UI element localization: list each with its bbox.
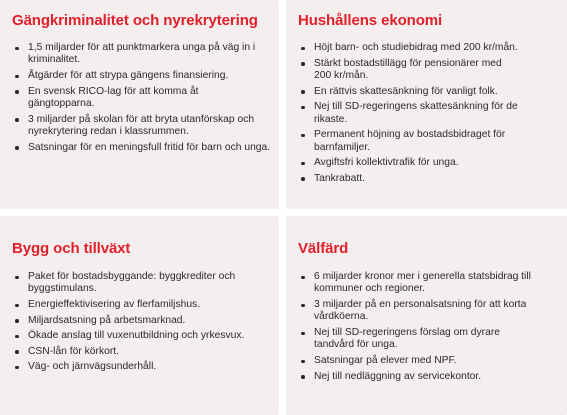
list-item: Tankrabatt. [300, 173, 559, 185]
list-item: Energieffektivisering av flerfamiljshus. [14, 299, 271, 311]
section-card-valfard [286, 216, 567, 415]
list-item: Paket för bostadsbyggande: byggkrediter och byggstimulans. [14, 271, 278, 296]
list-item: En svensk RICO-lag för att komma åt gängtopparna. [14, 86, 228, 111]
list-item: Nej till SD-regeringens förslag om dyrare tandvård för unga. [300, 327, 539, 352]
list-item: Åtgärder för att strypa gängens finansiering. [14, 70, 271, 82]
list-item: En rättvis skattesänkning för vanligt folk. [300, 86, 559, 98]
list-item: Ökade anslag till vuxenutbildning och yrkesvux. [14, 330, 271, 342]
bullet-list [14, 42, 271, 157]
list-item: CSN-lån för körkort. [14, 346, 271, 358]
list-item: 3 miljarder på en personalsatsning för att korta vårdköerna. [300, 299, 559, 324]
list-item: Avgiftsfri kollektivtrafik för unga. [300, 157, 559, 169]
list-item: Väg- och järnvägsunderhåll. [14, 361, 271, 373]
list-item: Nej till SD-regeringens skattesänkning för de rikaste. [300, 101, 534, 126]
list-item: 3 miljarder på skolan för att bryta utanförskap och nyrekrytering redan i klassrummen. [14, 114, 278, 139]
list-item: Permanent höjning av bostadsbidraget för barnfamiljer. [300, 129, 549, 154]
list-item: Höjt barn- och studiebidrag med 200 kr/mån. [300, 42, 559, 54]
bullet-list [300, 271, 559, 386]
list-item: Nej till nedläggning av servicekontor. [300, 371, 559, 383]
list-item: Satsningar på elever med NPF. [300, 355, 559, 367]
section-title: Välfärd [298, 240, 349, 257]
list-item: Miljardsatsning på arbetsmarknad. [14, 315, 271, 327]
list-item: Stärkt bostadstillägg för pensionärer med 200 kr/mån. [300, 58, 514, 83]
section-title: Bygg och tillväxt [12, 240, 131, 257]
section-card-bygg-och-tillvaxt [0, 216, 279, 415]
section-title: Gängkriminalitet och nyrekrytering [12, 12, 258, 29]
bullet-list [300, 42, 559, 188]
section-card-hushallens-ekonomi [286, 0, 567, 209]
bullet-list [14, 271, 271, 377]
list-item: 1,5 miljarder för att punktmarkera unga på väg in i kriminalitet. [14, 42, 273, 67]
section-card-gangkriminalitet [0, 0, 279, 209]
list-item: 6 miljarder kronor mer i generella statsbidrag till kommuner och regioner. [300, 271, 559, 296]
list-item: Satsningar för en meningsfull fritid för barn och unga. [14, 142, 278, 154]
section-title: Hushållens ekonomi [298, 12, 443, 29]
